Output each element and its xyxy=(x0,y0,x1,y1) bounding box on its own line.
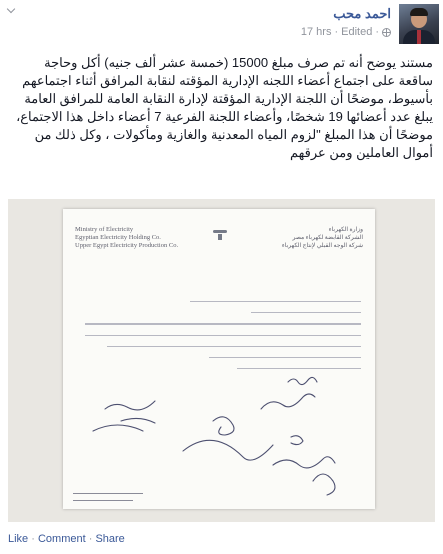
post-paragraph: مستند يوضح أنه تم صرف مبلغ 15000 (خمسة عشر ألف جنيه) أكل وحاجة ساقعة على اجتماع أعضاء اللجنه الإدارية المؤقته لنقابة المرافق أثناء اجتماعهم بأسيوط، موضحًا أن اللجنة الإدارية المؤقتة لإدارة النقابة العامة للمرافق العامة يبلغ عدد أعضائها 19 شخصًا، وأعضاء اللجنة الفرعية 7 أعضاء داخل هذا الاجتماع، موضحًا أن هذا المبلغ "لزوم المياه المعدنية والغازية ومأكولات ، وكل ذلك من أموال العاملين ومن عرقهم xyxy=(16,55,433,160)
header-line: شركة الوجه القبلي لإنتاج الكهرباء xyxy=(281,243,363,249)
post-actions xyxy=(8,533,125,545)
share-link[interactable]: Share xyxy=(95,533,125,545)
header-line: الشركة القابضة لكهرباء مصر xyxy=(292,235,363,241)
chevron-down-icon[interactable] xyxy=(6,6,16,16)
post-photo[interactable] xyxy=(8,199,435,522)
action-separator: · xyxy=(85,533,96,545)
avatar-hair xyxy=(410,8,428,16)
globe-icon[interactable] xyxy=(382,28,391,37)
avatar-tie xyxy=(417,30,421,44)
header-line: Ministry of Electricity xyxy=(75,226,134,233)
meta-separator: · xyxy=(375,26,379,38)
avatar[interactable] xyxy=(399,4,439,44)
like-link[interactable]: Like xyxy=(8,533,29,545)
post-meta xyxy=(301,26,391,38)
document-footer xyxy=(73,493,143,501)
meta-separator: · xyxy=(334,26,339,38)
post-text xyxy=(8,54,433,162)
scanned-document xyxy=(63,209,375,509)
handwritten-signatures xyxy=(63,209,375,509)
header-line: Upper Egypt Electricity Production Co. xyxy=(75,242,179,249)
action-separator: · xyxy=(28,533,38,545)
header-line: وزارة الكهرباء xyxy=(328,227,363,233)
author-name[interactable]: احمد محب xyxy=(333,6,391,21)
comment-link[interactable]: Comment xyxy=(37,533,86,545)
edited-label[interactable]: Edited xyxy=(341,26,373,38)
header-line: Egyptian Electricity Holding Co. xyxy=(75,234,161,241)
post-timestamp[interactable]: 17 hrs xyxy=(300,26,332,38)
